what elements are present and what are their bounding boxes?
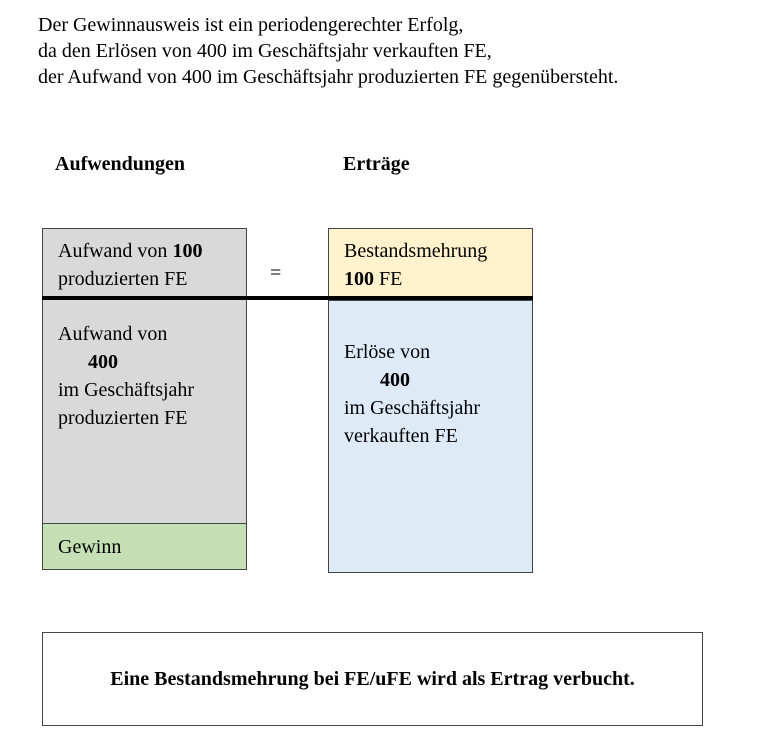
aufwand-label: Aufwand von bbox=[58, 240, 173, 262]
note-box bbox=[42, 632, 703, 726]
box-erloese bbox=[328, 300, 533, 573]
note-text: Eine Bestandsmehrung bei FE/uFE wird als Ertrag verbucht. bbox=[110, 667, 635, 690]
intro-text bbox=[38, 12, 753, 90]
aufwand-gj-line1: Aufwand von bbox=[58, 323, 168, 345]
aufwand-gj-line3: im Geschäftsjahr bbox=[58, 379, 195, 401]
erloese-line1: Erlöse von bbox=[344, 341, 431, 363]
erloese-amount: 400 bbox=[380, 369, 410, 391]
aufwand-unit: produzierten FE bbox=[58, 268, 188, 290]
box-aufwand-geschaeftsjahr bbox=[42, 297, 247, 525]
divider-line bbox=[42, 296, 533, 300]
gewinn-label: Gewinn bbox=[58, 536, 122, 558]
box-bestandsmehrung bbox=[328, 228, 533, 300]
erloese-line3: im Geschäftsjahr bbox=[344, 397, 481, 419]
intro-line-3: der Aufwand von 400 im Geschäftsjahr produzierten FE gegenübersteht. bbox=[38, 66, 619, 88]
aufwand-amount: 100 bbox=[172, 240, 203, 262]
box-aufwand-produziert bbox=[42, 228, 247, 298]
erloese-line4: verkauften FE bbox=[344, 425, 458, 447]
box-aufwand-geschaeftsjahr-text bbox=[58, 320, 194, 432]
box-bestandsmehrung-text bbox=[344, 237, 487, 293]
box-aufwand-produziert-text bbox=[58, 237, 202, 293]
heading-ertraege: Erträge bbox=[343, 153, 410, 175]
intro-line-1: Der Gewinnausweis ist ein periodengerechter Erfolg, bbox=[38, 14, 464, 36]
equals-sign: = bbox=[270, 262, 282, 284]
bestandsmehrung-unit: FE bbox=[374, 268, 403, 290]
heading-aufwendungen: Aufwendungen bbox=[55, 153, 186, 175]
aufwand-gj-line4: produzierten FE bbox=[58, 407, 188, 429]
bestandsmehrung-amount: 100 bbox=[344, 268, 374, 290]
box-erloese-text bbox=[344, 338, 480, 450]
aufwand-gj-amount: 400 bbox=[88, 351, 118, 373]
box-gewinn bbox=[42, 523, 247, 570]
intro-line-2: da den Erlösen von 400 im Geschäftsjahr verkauften FE, bbox=[38, 40, 492, 62]
bestandsmehrung-label: Bestandsmehrung bbox=[344, 240, 488, 262]
